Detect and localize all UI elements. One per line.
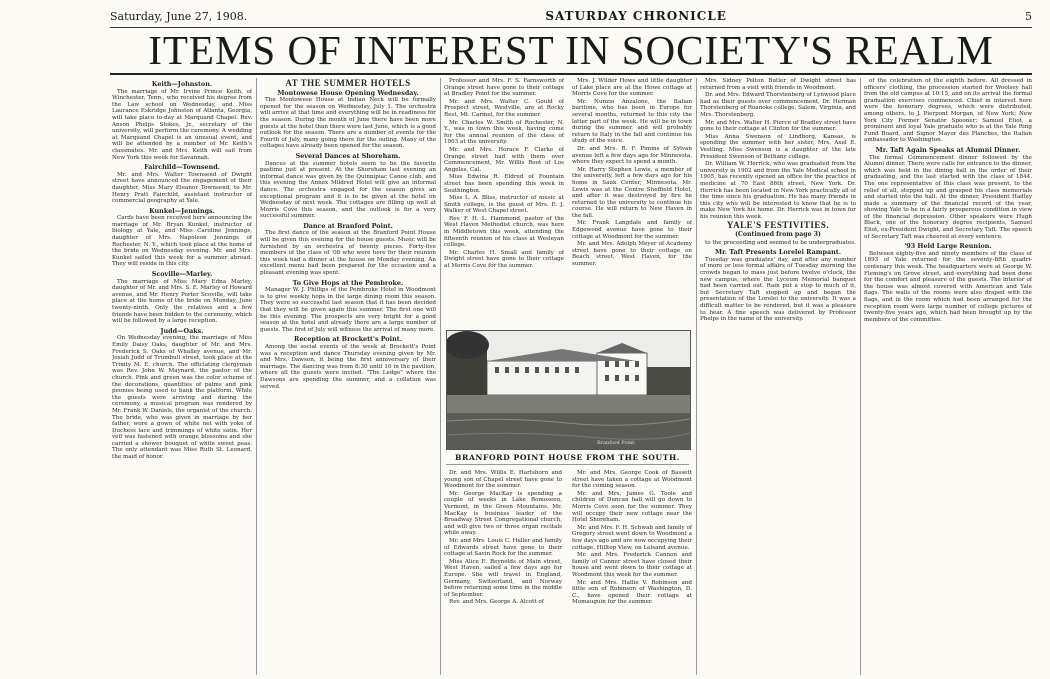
paragraph: Mr. and Mrs. Hallie V. Robinson and little son of Robinson of Washington, D. C., have opened their cottage at Momauguin for the summer. <box>572 579 692 606</box>
paragraph: Miss Edwina R. Eldred of Fountain street has been spending this week in Southington. <box>444 174 564 194</box>
paragraph: Tuesday was graduates' day, and after any number of more or less formal affairs of Tuesday morning the crowds began to mass just before twelve o'clock, the new campus, where the Lyceum Memorial banquet had been carried out. Rain put a stop to much of it, but Secretary Taft stopped up and began the presentation of the Lorelei to the university. It was a difficult matter to be rendered, but it was a pleasure to hear. A fine speech was delivered by Professor Phelps in the name of the university. <box>700 256 856 323</box>
paragraph: Mr. George MacKay is spending a couple of weeks in Lake Bomoseen, Vermont, in the Green Mountains. Mr. MacKay is business leader of the Broadway Street Congregational church, and will give two or three organ recitals while away. <box>444 490 562 537</box>
column-rule <box>860 78 861 675</box>
column-5 <box>700 78 856 675</box>
article-heading: To Give Hops at the Pembroke. <box>292 278 404 287</box>
photo-caption: BRANFORD POINT HOUSE FROM THE SOUTH. <box>455 453 680 462</box>
paragraph: The marriage of Mr. Irvine Prince Keith, of Winchester, Tenn., who received his degree from the Law school on Wednesday, and Miss Laurance Eskridge Johnston of Atlanta, Georgia, will take place to-day at Marquand Chapel. Rev. Anson Phelps Stokes, Jr., secretary of the university, will perform the ceremony. A wedding at Marquand Chapel is an unusual event, and will be attended by a number of Mr. Keith's classmates. Mr. and Mrs. Keith will sail from New York this week for Savannah. <box>112 88 252 161</box>
section-heading: YALE'S FESTIVITIES. <box>726 220 830 231</box>
paragraph: Professor and Mrs. F. S. Farnsworth of Orange street have gone to their cottage at Bradley Point for the summer. <box>444 78 564 98</box>
paragraph: Mr. and Mrs. Adolph Meyer of Academy street have gone to their cottage on Beach street, West Haven, for the summer. <box>572 241 692 268</box>
continued-note: (Continued from page 3) <box>735 231 821 239</box>
article-heading: Reception at Brockett's Point. <box>294 335 402 344</box>
paragraph: The first dance of the season at the Branford Point House will be given this evening for the house guests. Music will be furnished by an orchestra of twenty pieces. Forty-five members of the class of '08 who were here for their reunion this week had a dinner at the house on Monday evening. An excellent menu had been prepared for the occasion and a pleasant evening was spent. <box>260 230 436 277</box>
paragraph: of the celebration of the eighth before. All dressed in officers' clothing, the procession started for Woolsey hall from the old campus at 10:15, and on its arrival the formal graduation exercises commenced. Chief in interest here were the honorary degrees, which were distributed, among others, to J. Pierpont Morgan, of New York; New York City Former Senator Spooner; Samuel Eliot, a prominent and loyal Yale graduate who is at the Yale Ring Fund Board, and Signor Mayor des Planches, the Italian ambassador to Washington. <box>864 78 1032 144</box>
article-heading: Scoville—Marley. <box>151 270 213 279</box>
hotel-illustration <box>447 331 690 449</box>
page-headline: ITEMS OF INTEREST IN SOCIETY'S REALM <box>148 27 994 73</box>
paragraph: Dances at the summer hotels seem to be the favorite pastime just at present. At the Shoreham last evening an informal dance was given by the Quinnipiac Canoe club, and this evening the Annex Mildred Hotel will give an informal dance. The orchestra engaged for the season gives an exceptional program and it is to be given at the hotel on Wednesday of next week. The cottages are filling up well at Morris Cove this season, and the outlook is for a very successful summer. <box>260 160 436 220</box>
paragraph: Mr. and Mrs. Frederick Cannon and family of Canner street have closed their house and went down to their cottage at Woodmont this week for the summer. <box>572 552 692 578</box>
lower-column-1 <box>444 470 562 675</box>
article-heading: Mr. Taft Presents Lorelei Rampant. <box>715 248 841 257</box>
column-4 <box>572 78 692 326</box>
page-number: 5 <box>1025 9 1032 23</box>
article-heading: Dance at Branford Point. <box>303 221 393 230</box>
column-6 <box>864 78 1032 675</box>
paragraph: The formal Commencement dinner followed by the Alumni dinner. There were calls for entrance to the dinner, which was held in the dining hall in the order of their graduating, and the last started with the class of 1844. The one representative of this class was present, to the relief of all, stepped up and grasped his class memorials and started into the hall. At the dinner, President Hadley made a summary of the financial record of the year, showing Yale to be in a fairly prosperous condition in view of the financial depression. Other speakers were Hugh Black, one of the honorary degree recipients, Samuel Eliot, ex-President Dwight, and Secretary Taft. The speech of Secretary Taft was cheered at every sentence. <box>864 154 1032 240</box>
paragraph: Dr. and Mrs. Edward Thorstenberg of Lynwood place had as their guests over commencement, Dr. Herman Thorstenberg of Roanoke college, Salem, Virginia, and Mrs. Thorstenberg. <box>700 92 856 118</box>
paragraph: Manager W. J. Phillips of the Pembroke Hotel in Woodmont is to give weekly hops in the large dining room this season. They were so successful last season that it has been decided that they will be given again this summer. The first one will be this evening. The prospects are very bright for a good season at the hotel and already there are a large number of guests. The first of July will witness the arrival of many more. <box>260 287 436 333</box>
paragraph: Mrs. J. Wilder Hows and little daughter of Lake place are at the Howe cottage at Morris Cove for the summer. <box>572 78 692 98</box>
article-heading: Montowese House Opening Wednesday. <box>277 88 419 97</box>
article-heading: Keith—Johnston. <box>151 80 213 88</box>
photo-inset-caption: Branford Point. <box>597 440 636 446</box>
headline-rule <box>110 73 1032 75</box>
paragraph: On Wednesday evening, the marriage of Miss Emily Daisy Oaks, daughter of Mr. and Mrs. Frederick S. Oaks of Whalley avenue, and Mr. Josiah Judd of Trumbull street, took place at the Trinity M. E. church. The officiating clergyman was Rev. John W. Maynard, the pastor of the church. Pink and green was the color scheme of the decorations, quantities of palms and pink peonies being used to bank the platform. While the guests were arriving and during the ceremony, a musical program was rendered by Mr. Frank W. Daniels, the organist of the church. The bride, who was given in marriage by her father, wore a gown of white net with yoke of Duchess lace and trimmings of white satin. Her veil was fastened with orange blossoms and she carried a shower bouquet of white sweet peas. The only attendant was Miss Ruth St. Leonard, the maid of honor. <box>112 335 252 461</box>
article-heading: Mr. Taft Again Speaks at Alumni Dinner. <box>875 145 1021 154</box>
lower-column-2 <box>572 470 692 675</box>
publication-name: SATURDAY CHRONICLE <box>545 9 727 23</box>
paragraph: Mr. Nunzio Anzalone, the Italian baritone, who has been in Europe for several months, returned to this city the latter part of the week. He will be in town during the summer, and will probably return to Italy in the fall and continue his study of the voice. <box>572 98 692 145</box>
paragraph: Mr. and Mrs. Walter C. Gould of Prospect street, Westville, are at Rocky Rest, Mt. Carmel, for the summer. <box>444 98 564 118</box>
paragraph: Mr. Frank Langdale and family of Edgewood avenue have gone to their cottage at Woodmont for the summer. <box>572 220 692 240</box>
article-heading: Kunkel—Jennings. <box>149 206 215 215</box>
paragraph: The marriage of Miss Mary Edna Marley, daughter of Mr. and Mrs. S. E. Marley of Howard avenue, and Mr. Henry Porter Scoville, will take place at the home of the bride on Monday, June twenty-ninth. Only the relatives and a few friends have been bidden to the ceremony, which will be followed by a large reception. <box>112 278 252 325</box>
paragraph: Miss Anna Swenson of Lindborg, Kansas, is spending the summer with her sister, Mrs. Axel E. Vestling. Miss Swenson is a daughter of the late President Swenson of Bethany college. <box>700 133 856 160</box>
article-heading: '93 Held Large Reunion. <box>904 242 992 251</box>
paragraph: Miss Alice E. Reynolds of Main street, West Haven, sailed a few days ago for Europe. She will travel in England, Germany, Switzerland, and Norway before returning some time in the middle of September. <box>444 558 562 598</box>
paragraph: Rev. F. H. L. Hammond, pastor of the West Haven Methodist church, was here in Middletown this week, attending the fifteenth reunion of his class at Wesleyan college. <box>444 215 564 249</box>
article-heading: Several Dances at Shoreham. <box>295 151 401 160</box>
column-rule <box>256 78 257 675</box>
paragraph: The Montowese House at Indian Neck will be formally opened for the season on Wednesday, July 1. The orchestra will arrive at that time and everything will be in readiness for the season. During the month of June there have been more guests at the hotel than there were last June, which is a good outlook for the season. There are a number of events for the Fourth of July, many going there for the outing. Many of the cottages have already been opened for the season. <box>260 97 436 150</box>
section-heading: AT THE SUMMER HOTELS <box>285 78 411 88</box>
paragraph: Miss L. A. Bliss, instructor of music at Smith college, is the guest of Mrs. E. J. Walker of West Chapel street. <box>444 195 564 215</box>
column-1 <box>112 78 252 675</box>
caption-rule <box>446 464 689 465</box>
column-rule <box>696 78 697 675</box>
paragraph: Mr. Charles W. Smith of Rochester, N. Y., was in town this week, having come for the annual reunion of the class of 1903 at the university. <box>444 119 564 146</box>
paragraph: Mrs. Sidney Pelton Butler of Dwight street has returned from a visit with friends in Woodmont. <box>700 78 856 91</box>
paragraph: Rev. and Mrs. George A. Alcott of <box>449 599 544 606</box>
paragraph: Cards have been received here announcing the marriage of Mr. Bryan Kunkel, instructor of biology at Yale, and Miss Caroline Jennings, daughter of Mrs. Napoleon Jennings of Rochester, N. Y., which took place at the home of the bride on Wednesday evening. Mr. and Mrs. Kunkel sailed this week for a summer abroad. They will reside in this city. <box>112 215 252 268</box>
hotel-photograph <box>446 330 691 450</box>
paragraph: Mr. and Mrs. Walter Townsend of Dwight street have announced the engagement of their daughter, Miss Mary Eleanor Townsend, to Mr. Henry Pratt Fairchild, assistant instructor of commercial geography at Yale. <box>112 171 252 205</box>
paragraph: Mr. and Mrs. Walter H. Pierce of Bradley street have gone to their cottage at Clinton for the summer. <box>700 119 856 133</box>
paragraph: Dr. and Mrs. Willis E. Hartshorn and young son of Chapel street have gone to Woodmont for the summer. <box>444 470 562 490</box>
paragraph: Among the social events of the week at Brockett's Point was a reception and dance Thursday evening given by Mr. and Mrs. Dawson, it being the first anniversary of their marriage. The dancing was from 8:30 until 10 in the pavilion, where all the guests were invited. "The Ledge" where the Dawsons are spending the summer, and a collation was served. <box>260 343 436 390</box>
paragraph: Mr. Harry Stephen Lewis, a member of the university, left a few days ago for his home in Sauk Center, Minnesota. Mr. Lewis was at the Centre Sheffield Hotel, and after it was destroyed by fire he returned to the university to continue his course. He will return to New Haven in the fall. <box>572 166 692 219</box>
article-heading: Judd—Oaks. <box>160 326 204 335</box>
paragraph: to the proceeding and seemed to be undergraduates. <box>705 239 856 246</box>
column-3 <box>444 78 564 326</box>
column-2 <box>260 78 436 675</box>
masthead <box>110 6 1032 26</box>
paragraph: Mr. and Mrs. F. H. Schwab and family of Gregory street went down to Woodmont a few days ago and are now occupying their cottage, Hilltop View, on Lelsand avenue. <box>572 524 692 551</box>
paragraph: Mr. and Mrs. Horace F. Clarke of Orange street had with them over Commencement, Mr. Willis Root of Los Angeles, Cal. <box>444 146 564 173</box>
paragraph: Dr. William W. Herrick, who was graduated from the university in 1902 and from the Yale Medical school in 1905, has recently opened an office for the practice of medicine at 70 East 86th street, New York. Dr. Herrick has been located in New York practically all of the time since his graduation. He has many friends in this city who will be interested to know that he is to make New York his home. Dr. Herrick was in town for his reunion this week. <box>700 161 856 220</box>
paragraph: Mr. and Mrs. James G. Toole and children of Duncan hall will go down to Morris Cove soon for the summer. They will occupy their new cottage near the Hotel Shoreham. <box>572 490 692 524</box>
issue-date: Saturday, June 27, 1908. <box>110 9 248 23</box>
paragraph: Between eighty-five and ninety members of the class of 1893 of Yale returned for the seventy-fifth quadri-centenary this week. The headquarters were at George W. Fleming's on Grove street, and everything had been done for the comfort and pleasure of the guests. The interior of the house was almost covered with American and Yale flags. The walls of the rooms were also draped with the flags, and in the room which had been arranged for the reception room were large number of college pictures of twenty-five years ago, which had been brought up by the members of the committee. <box>864 250 1032 323</box>
paragraph: Mr. and Mrs. George Cook of Bassett street have taken a cottage at Woodmont for the coming season. <box>572 470 692 490</box>
paragraph: Dr. and Mrs. R. F. Pimms of Sylvan avenue left a few days ago for Minnesota, where they expect to spend a month. <box>572 145 692 166</box>
article-heading: Fairchild—Townsend. <box>144 163 220 172</box>
paragraph: Mr. and Mrs. Louis C. Heller and family of Edwards street have gone to their cottage at Savin Rock for the summer. <box>444 537 562 558</box>
column-rule <box>440 78 441 675</box>
paragraph: Mr. Charles H. Small and family of Dwight street have gone to their cottage at Morris Cove for the summer. <box>444 249 564 270</box>
